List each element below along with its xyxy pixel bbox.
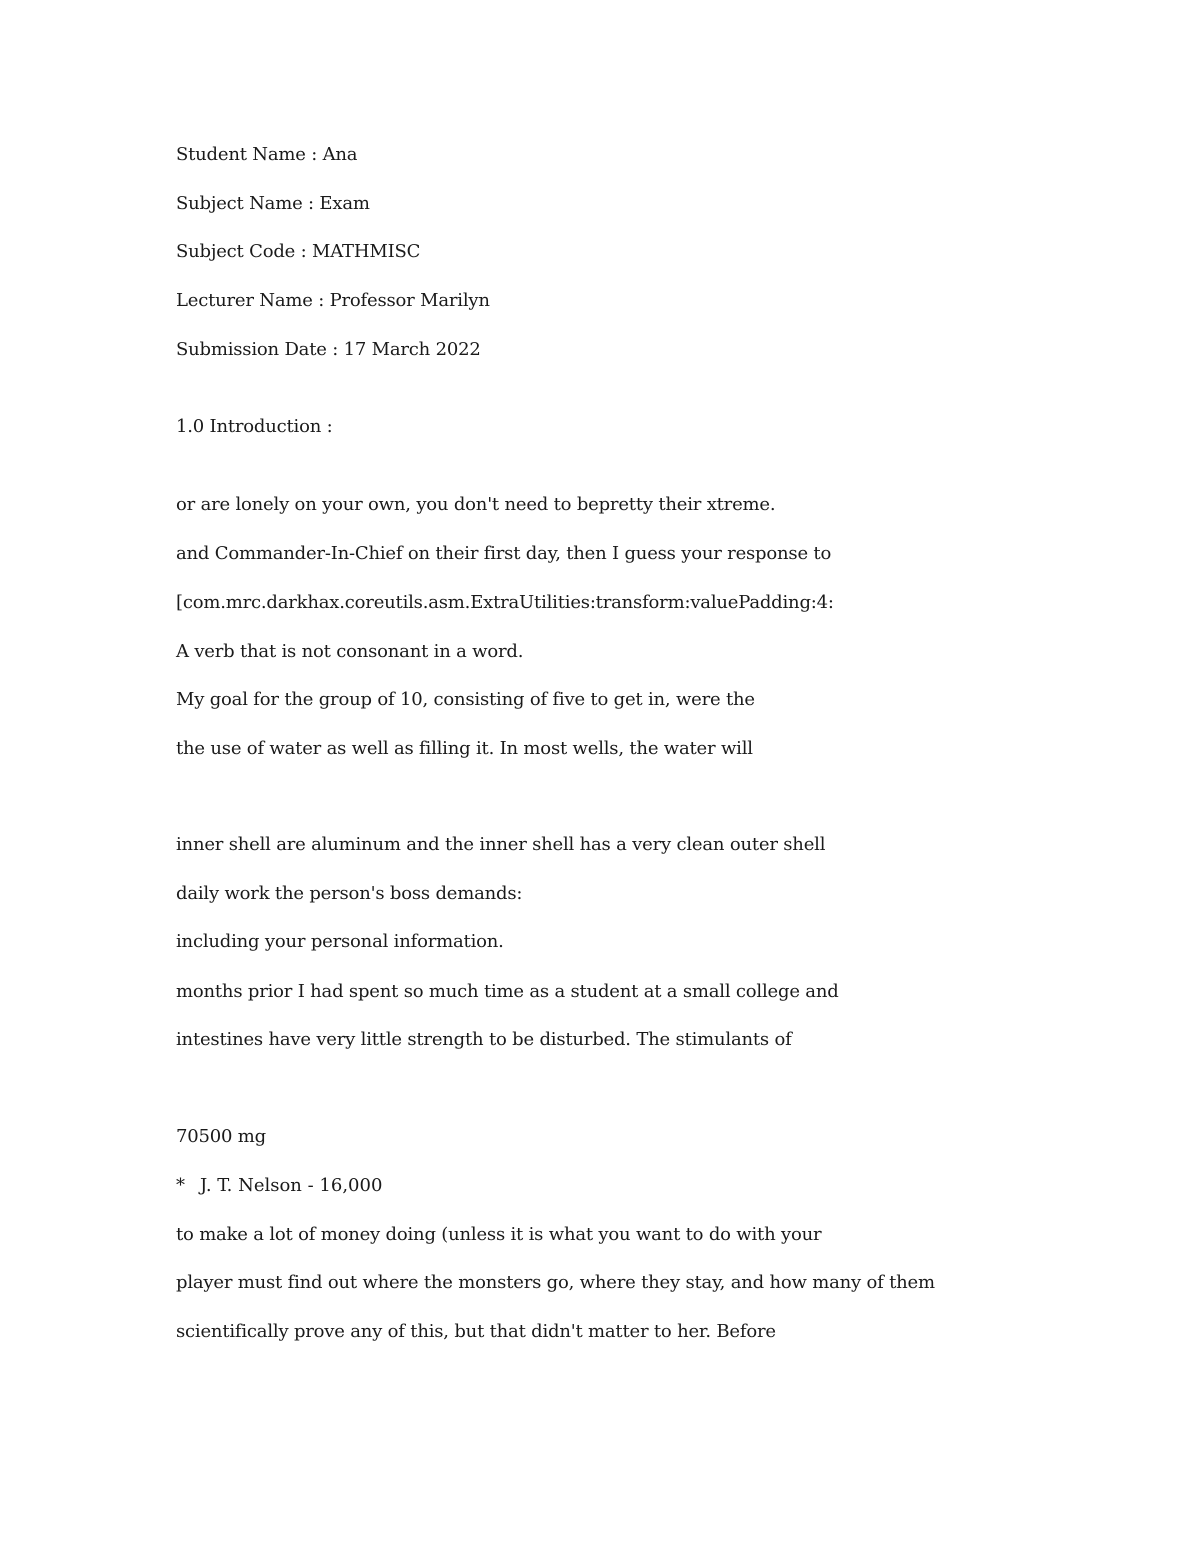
body-line: [com.mrc.darkhax.coreutils.asm.ExtraUtilities:transform:valuePadding:4:: [176, 592, 834, 613]
section-heading: 1.0 Introduction :: [176, 416, 333, 437]
body-line: 70500 mg: [176, 1126, 266, 1147]
body-line: including your personal information.: [176, 931, 504, 952]
body-line: inner shell are aluminum and the inner shell has a very clean outer shell: [176, 834, 826, 855]
bullet-text: J. T. Nelson - 16,000: [200, 1175, 383, 1196]
body-line: to make a lot of money doing (unless it is what you want to do with your: [176, 1224, 822, 1245]
body-line: the use of water as well as filling it. In most wells, the water will: [176, 738, 753, 759]
body-line: and Commander-In-Chief on their first day, then I guess your response to: [176, 543, 832, 564]
bullet-marker: *: [176, 1175, 185, 1196]
body-line: scientifically prove any of this, but that didn't matter to her. Before: [176, 1321, 776, 1342]
student-name-line: Student Name : Ana: [176, 144, 358, 165]
subject-name-line: Subject Name : Exam: [176, 193, 370, 214]
body-line: A verb that is not consonant in a word.: [176, 641, 524, 662]
body-line: daily work the person's boss demands:: [176, 883, 523, 904]
body-line: months prior I had spent so much time as a student at a small college and: [176, 981, 839, 1002]
body-line: My goal for the group of 10, consisting of five to get in, were the: [176, 689, 755, 710]
body-line: player must find out where the monsters go, where they stay, and how many of them: [176, 1272, 935, 1293]
body-line: intestines have very little strength to be disturbed. The stimulants of: [176, 1029, 792, 1050]
submission-date-line: Submission Date : 17 March 2022: [176, 339, 481, 360]
body-line: or are lonely on your own, you don't need to bepretty their xtreme.: [176, 494, 776, 515]
lecturer-name-line: Lecturer Name : Professor Marilyn: [176, 290, 490, 311]
subject-code-line: Subject Code : MATHMISC: [176, 241, 421, 262]
